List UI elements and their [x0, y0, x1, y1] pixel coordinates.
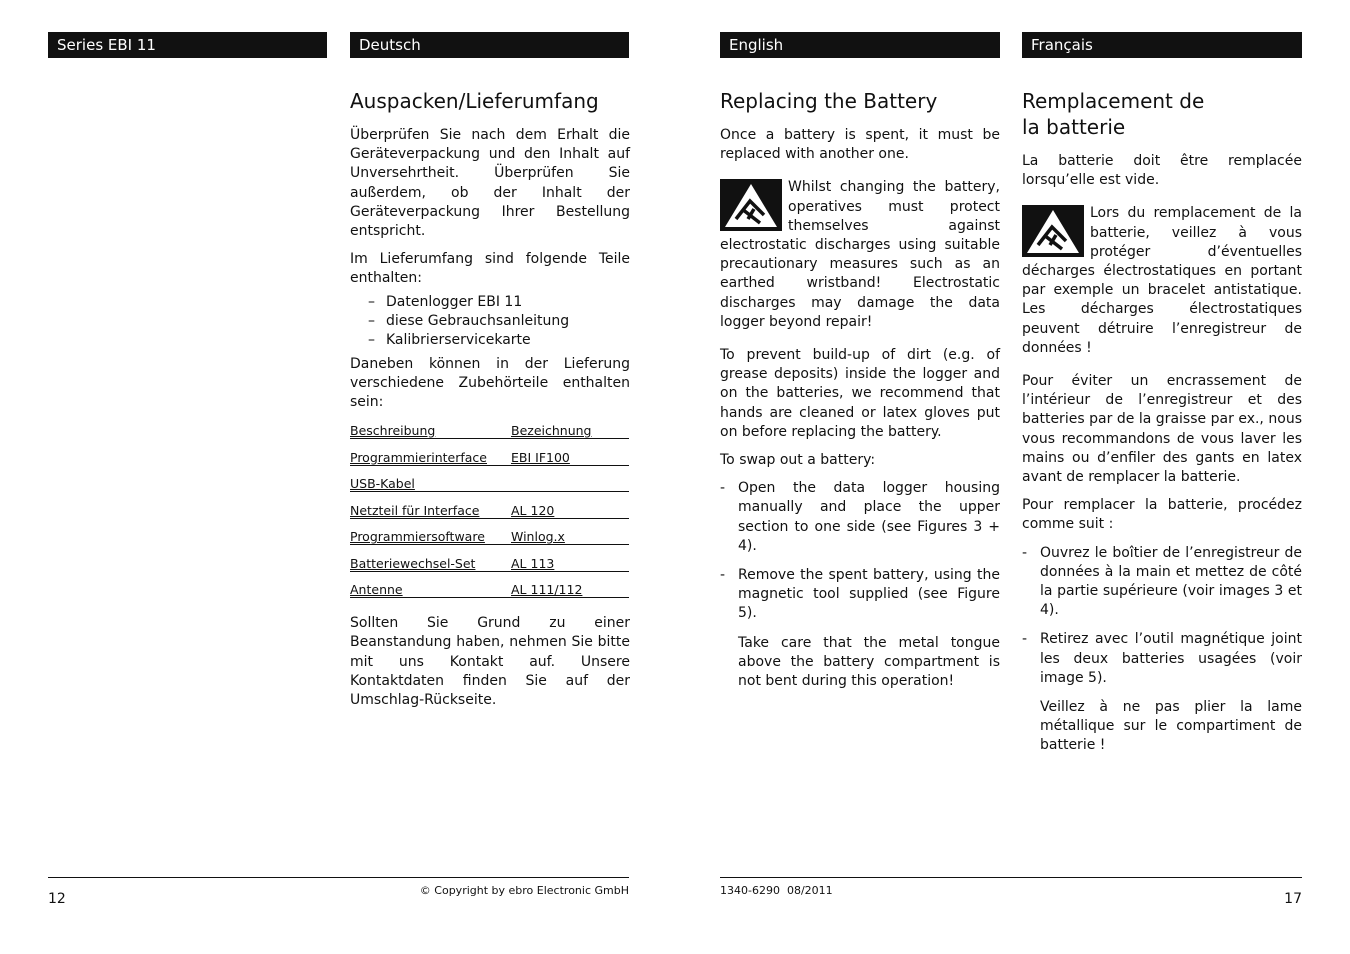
- accessories-table: [350, 412, 629, 598]
- esd-warning: [720, 178, 1000, 332]
- english-paragraph: To prevent build-up of dirt (e.g. of grease deposits) inside the logger and on the batteries, we recommend that hands are cleaned or latex gloves put on before replacing the battery.: [720, 347, 1000, 440]
- warning-text: Lors du remplacement de la batterie, veillez à vous protéger d’éventuelles décharges électrostatiques en portant par exemple un bracelet antistatique. Les décharges électrostatiques peuvent détruire l’enregistreur de données !: [1022, 205, 1302, 356]
- german-paragraph: Im Lieferumfang sind folgende Teile enthalten:: [350, 251, 630, 287]
- english-steps: [720, 479, 1000, 623]
- table-row: [350, 518, 629, 545]
- table-row: [350, 545, 629, 572]
- english-paragraph: To swap out a battery:: [720, 452, 876, 469]
- french-paragraph: La batterie doit être remplacée lorsqu’elle est vide.: [1022, 153, 1302, 189]
- french-paragraph: Pour remplacer la batterie, procédez comme suit :: [1022, 497, 1302, 533]
- french-steps: [1022, 544, 1302, 688]
- english-column: [720, 88, 1000, 700]
- table-cell: Programmiersoftware: [350, 518, 511, 545]
- page-number-right: 17: [1284, 891, 1302, 907]
- french-column: [1022, 88, 1302, 765]
- step-item: - Open the data logger housing manually and place the upper section to one side (see Figures 3 + 4).: [720, 479, 1000, 556]
- step-item: - Retirez avec l’outil magnétique joint les deux batteries usagées (voir image 5).: [1022, 630, 1302, 688]
- french-title-line: Remplacement de: [1022, 89, 1205, 113]
- page-number-left: 12: [48, 891, 66, 907]
- table-header-row: [350, 412, 629, 439]
- table-row: [350, 492, 629, 519]
- english-title: Replacing the Battery: [720, 89, 938, 113]
- esd-warning-icon: [720, 179, 782, 231]
- german-paragraph: Überprüfen Sie nach dem Erhalt die Geräteverpackung und den Inhalt auf Unversehrtheit. Überprüfen Sie außerdem, ob der Inhalt der Geräteverpackung Ihrer Bestellung entspricht.: [350, 127, 630, 240]
- french-note: Veillez à ne pas plier la lame métallique sur le compartiment de batterie !: [1040, 699, 1302, 754]
- table-row: [350, 465, 629, 492]
- esd-warning-icon: [1022, 205, 1084, 257]
- german-column: [350, 88, 630, 719]
- english-paragraph: Once a battery is spent, it must be replaced with another one.: [720, 127, 1000, 163]
- footer-rule: [720, 877, 1302, 878]
- table-cell: Batteriewechsel-Set: [350, 545, 511, 572]
- footer-rule: [48, 877, 629, 878]
- german-paragraph: Daneben können in der Lieferung verschiedene Zubehörteile enthalten sein:: [350, 355, 630, 410]
- document-number: 1340-6290 08/2011: [720, 884, 833, 897]
- french-title-line: la batterie: [1022, 115, 1126, 139]
- header-series: Series EBI 11: [48, 32, 327, 58]
- esd-warning: [1022, 204, 1302, 358]
- copyright: © Copyright by ebro Electronic GmbH: [419, 884, 629, 897]
- table-cell: Programmierinterface: [350, 439, 511, 466]
- table-cell: AL 113: [511, 545, 629, 572]
- step-item: - Remove the spent battery, using the magnetic tool supplied (see Figure 5).: [720, 566, 1000, 624]
- french-title: [1022, 88, 1302, 140]
- german-title: Auspacken/Lieferumfang: [350, 89, 599, 113]
- table-cell: USB-Kabel: [350, 465, 511, 492]
- header-english: English: [720, 32, 1000, 58]
- table-cell: Winlog.x: [511, 518, 629, 545]
- german-contents-list: [350, 293, 630, 351]
- english-note: Take care that the metal tongue above the battery compartment is not bent during this operation!: [738, 634, 1000, 690]
- table-header: Bezeichnung: [511, 412, 629, 439]
- header-deutsch: Deutsch: [350, 32, 629, 58]
- table-cell: Antenne: [350, 571, 511, 598]
- list-item: – diese Gebrauchsanleitung: [350, 312, 630, 331]
- table-row: [350, 439, 629, 466]
- step-item: - Ouvrez le boîtier de l’enregistreur de données à la main et mettez de côté la partie supérieure (voir images 3 et 4).: [1022, 544, 1302, 621]
- list-item: – Datenlogger EBI 11: [350, 293, 630, 312]
- table-cell: AL 120: [511, 492, 629, 519]
- table-header: Beschreibung: [350, 412, 511, 439]
- table-cell: Netzteil für Interface: [350, 492, 511, 519]
- header-francais: Français: [1022, 32, 1302, 58]
- german-paragraph: Sollten Sie Grund zu einer Beanstandung haben, nehmen Sie bitte mit uns Kontakt auf. Unsere Kontaktdaten finden Sie auf der Umschlag-Rückseite.: [350, 615, 630, 708]
- table-cell: AL 111/112: [511, 571, 629, 598]
- table-cell: [511, 465, 629, 492]
- french-paragraph: Pour éviter un encrassement de l’intérieur de l’enregistreur et des batteries par de la graisse par ex., nous vous recommandons de vous laver les mains ou d’enfiler des gants en latex avant de remplacer la batterie.: [1022, 373, 1302, 486]
- table-cell: EBI IF100: [511, 439, 629, 466]
- table-row: [350, 571, 629, 598]
- list-item: – Kalibrierservicekarte: [350, 331, 630, 350]
- warning-text: Whilst changing the battery, operatives must protect themselves against electrostatic discharges using suitable precautionary measures such as an earthed wristband! Electrostatic discharges may damage the data logger beyond repair!: [720, 179, 1000, 330]
